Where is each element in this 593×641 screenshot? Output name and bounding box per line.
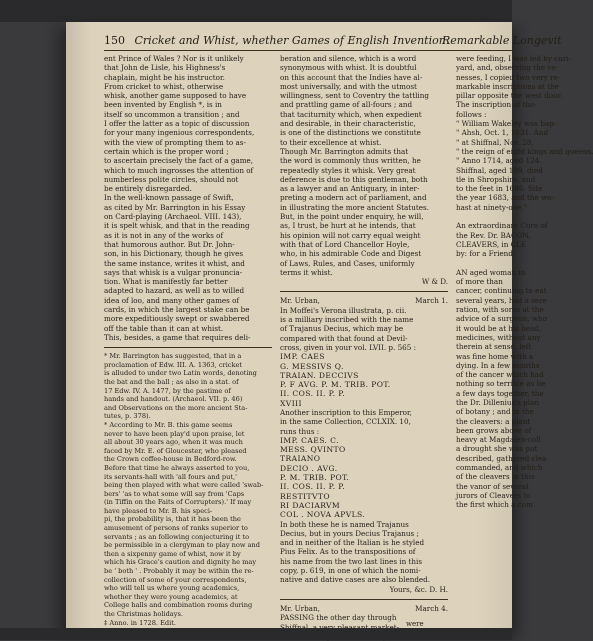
footnotes-line: faced by Mr. E. of Gloucester, who pleased — [104, 446, 247, 455]
right-text-line: commanded, and which — [456, 463, 543, 473]
footnotes-line: 17 Edw. IV. A. 1477, by the pastime of — [104, 386, 231, 395]
right-text-line: Shiffnal, aged 109, died — [456, 165, 543, 175]
mid-text-top-line: and prattling game of all-fours ; and — [280, 100, 413, 110]
letter2-closing-line: Pius Felix. As to the transpositions of — [280, 547, 416, 557]
inscription-2-line: P. M. TRIB. POT. — [280, 473, 350, 483]
letter2-mid-line: Another inscription to this Emperor, — [280, 407, 412, 417]
mid-text-top-line: to their excellence at whist. — [280, 137, 382, 147]
footnotes-line: be ' both ' . Probably it may be within the re- — [104, 567, 254, 576]
mid-text-top-line: and desirable, in their characteristic, — [280, 119, 416, 129]
right-text-line: markable inscriptions at the — [456, 81, 559, 91]
left-column — [104, 54, 272, 627]
letter3-salutation: Mr. Urban, — [280, 603, 320, 613]
letter-rule-1 — [280, 291, 448, 292]
inscription-1-line: XVIII — [280, 398, 302, 408]
letter2-salutation: Mr. Urban, — [280, 296, 320, 306]
right-text-line: the cleavers: a plant — [456, 416, 531, 426]
left-text-line: adapted to hazard, as well as to willed — [104, 286, 245, 296]
footnotes — [104, 352, 272, 618]
left-text-line: I offer the latter as a topic of discussion — [104, 119, 250, 129]
mid-text-top-line: repeatedly styles it whisk. Very great — [280, 165, 416, 175]
letter2-body-line: of Trajanus Decius, which may be — [280, 324, 404, 334]
left-text-line: that humorous author. But Dr. John- — [104, 239, 235, 249]
footnotes-line: Before that time he always asserted to you, — [104, 463, 250, 472]
footnotes-line: whether they were young academics, at — [104, 592, 238, 601]
signature-1: W & D. — [421, 277, 448, 287]
right-text-line: was fine home with a — [456, 351, 534, 361]
inscription-2-line: COL . NOVA APVLS. — [280, 510, 366, 520]
right-text-line: the Dr. Dillenius's plan — [456, 397, 539, 407]
letter2-body-line: compared with that found at Devil- — [280, 333, 408, 343]
letter3-date: March 4. — [415, 603, 448, 613]
letter2-heading — [280, 296, 448, 305]
right-column — [456, 54, 593, 510]
left-text-line: says that whisk is a vulgar pronuncia- — [104, 267, 243, 277]
footnotes-line: College halls and combination rooms during — [104, 601, 253, 610]
letter2-date: March 1. — [415, 296, 448, 306]
left-text-line: been invented by English *, is in — [104, 100, 222, 110]
right-text-line: tle in Shropshire, and — [456, 174, 536, 184]
left-text-line: From cricket to whist, otherwise — [104, 81, 224, 91]
footnotes-line: be permissible in a clergyman to play now and — [104, 541, 261, 550]
right-text-line: " William Wakeley was bap- — [456, 119, 557, 129]
footnotes-line: hands and handout. (Archaeol. VII. p. 46) — [104, 395, 243, 404]
right-text-line: of botany ; and in the — [456, 407, 534, 417]
footnotes-line: collection of some of your correspondents, — [104, 575, 247, 584]
left-text-line: son, in his Dictionary, though he gives — [104, 249, 244, 259]
right-text-line: it would be at his head, — [456, 323, 542, 333]
left-text-line: the same instance, writes it whist, and — [104, 258, 245, 268]
letter3-heading — [280, 604, 448, 613]
right-text-line: several years, had a sere — [456, 295, 547, 305]
letter2-body-line: In Moffei's Verona illustrata, p. cii. — [280, 305, 407, 315]
right-text-line: heavy at Magdalen-coll — [456, 435, 541, 445]
left-text-line: In the well-known passage of Swift, — [104, 193, 234, 203]
mid-text-top-line: most universally, and with the utmost — [280, 81, 417, 91]
footnotes-line: its servants-hall with 'all fours and put,' — [104, 472, 237, 481]
right-text-line: pillar opposite the west door. — [456, 91, 563, 101]
right-text-line: been grows above of — [456, 425, 532, 435]
mid-text-top — [280, 54, 448, 277]
right-text-line: follows : — [456, 109, 487, 119]
page-title-right: Remarkable Longevit — [442, 34, 562, 47]
inscription-2 — [280, 436, 448, 520]
inscription-1-line: G. MESSIVS Q. — [280, 361, 344, 371]
left-text-line: idea of loo, and many other games of — [104, 295, 240, 305]
inscription-2-line: DECIO . AVG. — [280, 463, 338, 473]
letter2-body-line: is a milliary inscribed with the name — [280, 315, 414, 325]
left-text-line: itself so uncommon a transition ; and — [104, 109, 240, 119]
letter2-closing-line: and in neither of the Italian is he styled — [280, 538, 425, 548]
inscription-2-line: RI DACIARVM — [280, 500, 341, 510]
right-text-line: described, gathered clea — [456, 453, 547, 463]
mid-text-top-line: deference is due to this gentleman, both — [280, 174, 428, 184]
inscription-2-line: IMP. CAES. C. — [280, 435, 339, 445]
right-text-line: An extraordinary Cure of — [456, 221, 548, 231]
footnotes-line: the Crown coffee-house in Bedford-row. — [104, 455, 237, 464]
right-text-line: by: for a Friend. — [456, 249, 516, 259]
mid-text-top-line: preting a modern act of parliament, and — [280, 193, 427, 203]
mid-text-top-line: the word is commonly thus written, he — [280, 156, 421, 166]
inscription-2-line: MESS. QVINTO — [280, 445, 346, 455]
right-text-line: jurors of Cleavers to — [456, 490, 531, 500]
footnotes-line: then a sixpenny game of whist, now it by — [104, 549, 241, 558]
right-text-line: " Anno 1714, aged 124. — [456, 156, 542, 166]
page-title: Cricket and Whist, whether Games of English Invention. — [134, 34, 450, 47]
right-text-line: were feeding, I was led by curi- — [456, 54, 571, 63]
signature-2: Yours, &c. D. H. — [389, 584, 448, 594]
left-text-line: numberless polite circles, should not — [104, 174, 239, 184]
letter3-body-line: PASSING the other day through — [280, 613, 397, 623]
right-text-line: " at Shiffnal, Nov. 28, — [456, 137, 534, 147]
letter2-closing-line: Decius, but in yours Decius Trajanus ; — [280, 528, 419, 538]
mid-text-top-line: as a lawyer and an Antiquary, in inter- — [280, 184, 420, 194]
mid-text-top-line: in illustrating the more ancient Statutes. — [280, 202, 429, 212]
letter2-body — [280, 306, 448, 352]
left-text-line: ent Prince of Wales ? Nor is it unlikely — [104, 54, 244, 63]
mid-text-top-line: on this account that the Indies have al- — [280, 72, 423, 82]
right-text-line: of the cleavers in this — [456, 472, 535, 482]
page-header — [104, 34, 562, 50]
left-text-line: as it is not in any of the works of — [104, 230, 224, 240]
footnotes-line: servants ; as an following conjecturing it to — [104, 532, 250, 541]
footnotes-line: never to have been play'd upon praise, let — [104, 429, 245, 438]
left-text-line: tion. What is manifestly far better — [104, 277, 228, 287]
mid-text-top-line: synonymous with whist. It is doubtful — [280, 63, 417, 73]
left-text-line: cards, in which the largest stake can be — [104, 305, 250, 315]
left-text-line: on Card-playing (Archaeol. VIII. 143), — [104, 212, 242, 222]
right-text-line: dying. In a few months — [456, 360, 540, 370]
mid-text-top-line: who, in his admirable Code and Digest — [280, 249, 422, 259]
footnotes-line: bers' 'as to what some will say from 'Caps — [104, 489, 245, 498]
left-text-line: whisk, another game supposed to have — [104, 91, 247, 101]
footnotes-line: and Observations on the more ancient Sta- — [104, 403, 248, 412]
mid-text-top-line: his opinion will not carry equal weight — [280, 230, 421, 240]
right-text-line: AN aged woman in — [456, 267, 526, 277]
mid-text-top-line: But, in the point under enquiry, he will, — [280, 212, 424, 222]
inscription-2-line: II. COS. II. P. P. — [280, 482, 346, 492]
footnote-last: ‡ Anno. in 1728. Edit. — [104, 618, 177, 627]
inscription-1 — [280, 352, 448, 408]
right-text-line: the Rev. Dr. BACON, — [456, 230, 531, 240]
letter2-mid — [280, 408, 448, 436]
footnotes-line: being then played with what were called 'swab- — [104, 481, 264, 490]
right-text-line: a drought she was put — [456, 444, 538, 454]
mid-text-top-line: as, I trust, be hurt at he intends, that — [280, 221, 416, 231]
inscription-2-line: RESTITVTO — [280, 491, 330, 501]
footnotes-line: who will tell us where young academics, — [104, 584, 240, 593]
right-text-line: the first which a com — [456, 500, 533, 510]
right-text-line: of the cancer which had — [456, 370, 544, 380]
right-text-line — [456, 212, 546, 221]
footnotes-line: have pleased to Mr. B. his speci- — [104, 506, 213, 515]
footnotes-line: * According to Mr. B. this game seems — [104, 420, 233, 429]
right-text-line: therein at sense, left — [456, 342, 532, 352]
mid-text-top-line: that taciturnity which, when expedient — [280, 109, 422, 119]
letter2-closing-line: his name from the two last lines in this — [280, 556, 423, 566]
inscription-2-line: TRAIANO — [280, 454, 321, 464]
footnotes-line: the Christmas holidays. — [104, 610, 183, 619]
right-text-line: ration, with sores at the — [456, 305, 544, 315]
footnotes-line: amusement of persons of ranks superior to — [104, 524, 248, 533]
mid-text-top-line: Though Mr. Barrington admits that — [280, 146, 409, 156]
right-text-line: advice of a surgeon, who — [456, 314, 547, 324]
right-text-line: of more than — [456, 277, 503, 287]
left-text-line: certain which is the proper word ; — [104, 146, 229, 156]
background-top — [0, 0, 512, 22]
letter2-closing — [280, 520, 448, 585]
left-text-line: be entirely disregarded. — [104, 184, 192, 194]
right-text-line: to the feet in 1686. Site — [456, 184, 543, 194]
footnotes-line: is alluded to under two Latin words, denoting — [104, 369, 257, 378]
left-text — [104, 54, 272, 342]
left-text-line: that John de Lisle, his Highness's — [104, 63, 226, 73]
letter2-mid-line: in the same Collection, CCLXIX. 10, — [280, 417, 411, 427]
footnotes-line: pi, the probability is, that it has been the — [104, 515, 241, 524]
inscription-1-line: P. F AVG. P. M. TRIB. POT. — [280, 380, 391, 390]
letter2-closing-line: In both these he is named Trajanus — [280, 519, 409, 529]
right-text-line: a few days together, the — [456, 388, 544, 398]
mid-text-top-line: of Laws, Rules, and Cases, uniformly — [280, 258, 415, 268]
right-text-line: the year 1683, and the wo- — [456, 193, 554, 203]
right-text-line: cancer, continuing to eat — [456, 286, 547, 296]
right-text-line: the vanor of several — [456, 481, 529, 491]
page-number: 150 — [104, 34, 125, 47]
right-text-line: nesses, I copied two very re- — [456, 72, 561, 82]
right-text-line: yard, and, observing the ve- — [456, 63, 559, 73]
right-text-line: medicines, without any — [456, 332, 541, 342]
footnotes-line: * Mr. Barrington has suggested, that in a — [104, 352, 242, 361]
newspaper-page — [66, 22, 593, 634]
mid-text-top-line: terms it whist. — [280, 267, 333, 277]
inscription-1-line: II. COS. II. P. P. — [280, 389, 346, 399]
right-text-line — [456, 259, 546, 268]
left-text-line: for your many ingenious correspondents, — [104, 128, 255, 138]
footnotes-line: proclamation of Edw. III. A. 1363, cricket — [104, 360, 243, 369]
left-text-line: it is spelt whisk, and that in the reading — [104, 221, 250, 231]
letter2-mid-line: runs thus : — [280, 426, 320, 436]
left-text-line: to ascertain precisely the fact of a game, — [104, 156, 254, 166]
footnotes-line: the bat and the ball ; as also in a stat. of — [104, 377, 239, 386]
right-text — [456, 54, 593, 510]
background-bottom — [0, 628, 512, 640]
left-text-line: as cited by Mr. Barrington in his Essay — [104, 202, 246, 212]
left-text-line: This, besides, a game that requires deli- — [104, 332, 251, 342]
left-text-line: with the view of prompting them to as- — [104, 137, 246, 147]
inscription-1-line: IMP. CAES — [280, 352, 325, 362]
mid-text-top-line: with that of Lord Chancellor Hoyle, — [280, 239, 410, 249]
mid-text-top-line: is one of the distinctions we constitute — [280, 128, 421, 138]
left-text-line: chaplain, might be his instructor. — [104, 72, 225, 82]
letter2-closing-line: copy, p. 619, in one of which the nomi- — [280, 566, 421, 576]
letter2-body-line: cross, given in your vol. LVII. p. 565 : — [280, 342, 417, 352]
right-text-line: CLEAVERS, in CLE — [456, 239, 527, 249]
footnote-rule — [104, 347, 272, 348]
footnotes-line: tutes, p. 378). — [104, 412, 151, 421]
left-text-line: more expeditiously swept or swabbered — [104, 314, 250, 324]
right-text-line: " the reign of eight kings and queens. — [456, 146, 593, 156]
footnotes-line: which his Grace's caution and dignity he may — [104, 558, 257, 567]
catchword: were — [406, 620, 424, 628]
letter2-closing-line: native and dative cases are also blended. — [280, 575, 431, 585]
right-text-line: hast at ninety-one." — [456, 202, 528, 212]
header-rule — [104, 50, 512, 51]
mid-text-top-line: beration and silence, which is a word — [280, 54, 417, 63]
right-text-line: nothing so terrible as be — [456, 379, 546, 389]
right-text-line: " Ahsh, Oct. 1, 1631. And — [456, 128, 549, 138]
inscription-1-line: TRAIAN. DECCIVS — [280, 370, 359, 380]
letter-rule-2 — [280, 599, 448, 600]
middle-column — [280, 54, 448, 641]
footnotes-line: (in Tiffin on the Faits of Corrupters).' If may — [104, 498, 252, 507]
left-text-line: off the table than it can at whist. — [104, 323, 224, 333]
footnotes-line: all about 30 years ago, when it was much — [104, 438, 243, 447]
right-text-line: The inscription of tho- — [456, 100, 537, 110]
mid-text-top-line: willingness, sent to Coventry the tattling — [280, 91, 429, 101]
left-text-line: which to much ingrosses the attention of — [104, 165, 254, 175]
